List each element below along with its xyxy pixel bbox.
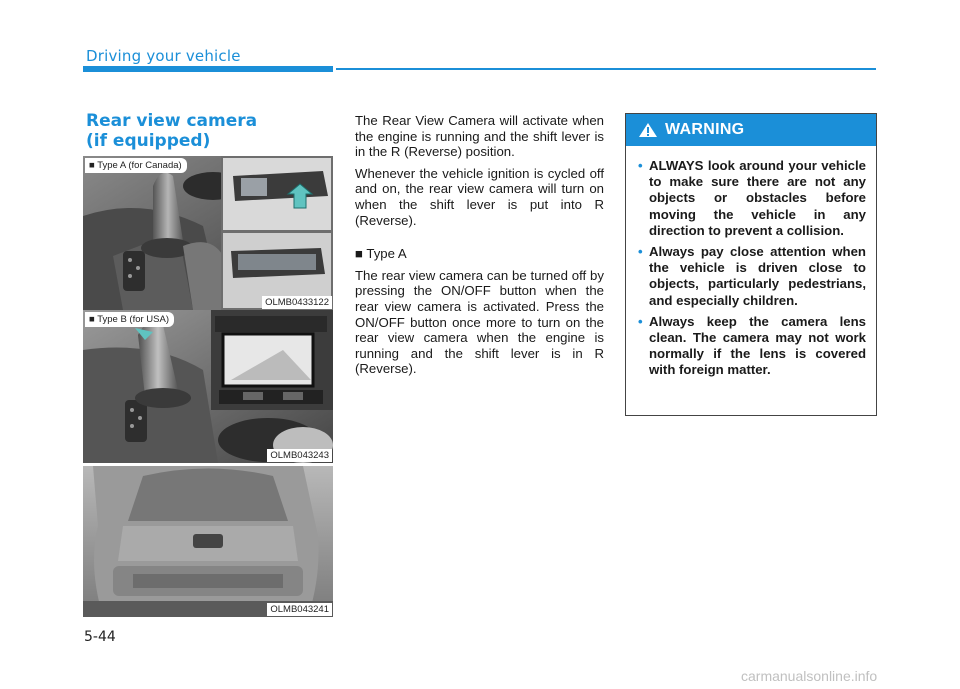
figure-type-a-code: OLMB0433122 [262, 296, 332, 309]
warning-item: • Always keep the camera lens clean. The camera may not work normally if the lens is covered with foreign matter. [638, 313, 866, 378]
warning-triangle-icon [638, 122, 658, 138]
heading-line-2: (if equipped) [86, 131, 211, 151]
figure-type-a [83, 156, 333, 310]
page-number: 5-44 [84, 629, 116, 645]
figure-type-a-caption: ■ Type A (for Canada) [85, 158, 187, 173]
figure-type-b [83, 310, 333, 463]
heading-line-1: Rear view camera [86, 111, 258, 131]
figure-rear-camera-code: OLMB043241 [267, 603, 332, 616]
warning-title: WARNING [665, 121, 745, 138]
figure-type-b-code: OLMB043243 [267, 449, 332, 462]
figure-type-a-illustration [83, 156, 333, 310]
header-rule-thick [83, 66, 333, 72]
figure-rear-camera [83, 466, 333, 617]
body-paragraph-2: Whenever the vehicle ignition is cycled off and on, the rear view camera will turn on when the shift lever is put into R (Reverse). [355, 165, 604, 228]
body-subheading-type-a: ■ Type A [355, 246, 407, 262]
section-title: Driving your vehicle [86, 47, 241, 65]
watermark: carmanualsonline.info [741, 668, 878, 684]
header-rule-thin [336, 68, 876, 70]
warning-list [626, 146, 876, 379]
warning-item: • Always pay close attention when the vehicle is driven close to objects, particularly pedestrians, and especially children. [638, 244, 866, 308]
warning-item: • ALWAYS look around your vehicle to make sure there are not any objects or obstacles before moving the vehicle in any direction to prevent a collision. [638, 158, 866, 238]
figure-type-b-illustration [83, 310, 333, 463]
warning-box [625, 113, 877, 416]
body-paragraph-3: The rear view camera can be turned off by pressing the ON/OFF button when the rear view camera is activated. Press the ON/OFF button once more to turn on the rear view camera when the engine is running and the shift lever is in R (Reverse). [355, 267, 604, 377]
body-paragraph-1: The Rear View Camera will activate when the engine is running and the shift lever is in the R (Reverse) position. [355, 113, 604, 160]
body-text [355, 113, 604, 383]
page-heading [86, 111, 336, 151]
figure-type-b-caption: ■ Type B (for USA) [85, 312, 174, 327]
figure-rear-camera-illustration [83, 466, 333, 617]
warning-header [626, 114, 876, 146]
